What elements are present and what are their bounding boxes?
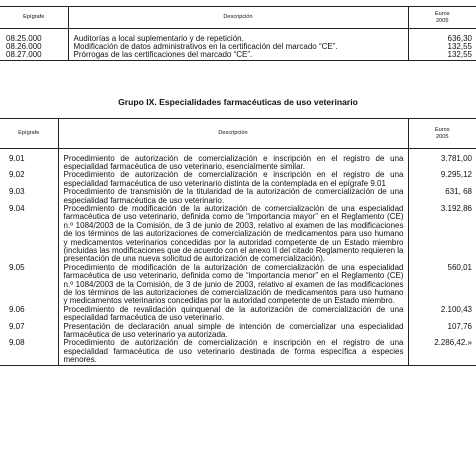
header-euros-line2: 2005 [436, 133, 449, 140]
table-header [0, 7, 476, 29]
row-epigrafe: 9.01 [0, 155, 58, 172]
row-descripcion: Procedimiento de modificación de la autorización de comercialización de una especialidad farmacéutica de uso veterinario, definida como de “importancia mayor” en el Reglamento (CE) n.º 1084/2003 de la Comisión, de 3 de junio de 2003, relativo al examen de las modificaciones de los términos de las autorizaciones de comercialización de medicamentos para uso humano y medicamentos veterinarios concedidas por la autoridad competente de un Estado miembro (incluidas las modificaciones que de acuerdo con el anexo II del citado Reglamento requieren la presentación de una nueva solicitud de autorización de comercialización). [58, 205, 408, 264]
header-epigrafe: Epígrafe [0, 7, 68, 29]
row-epigrafe: 9.06 [0, 306, 58, 323]
header-descripcion: Descripción [68, 7, 408, 29]
header-euros-line2: 2005 [436, 17, 449, 24]
row-euros: 132,55 [408, 51, 476, 60]
table-row [0, 323, 476, 340]
row-descripcion: Procedimiento de transmisión de la titularidad de la autorización de comercialización de una especialidad farmacéutica de uso veterinario. [58, 188, 408, 205]
table-row [0, 155, 476, 172]
row-euros: 2.286,42.» [408, 339, 476, 365]
row-euros: 636,30 [447, 33, 472, 43]
header-epigrafe: Epígrafe [0, 119, 58, 149]
row-descripcion: Procedimiento de autorización de comercialización e inscripción en el registro de una especialidad farmacéutica de uso veterinario, esencialmente similar. [58, 155, 408, 172]
row-euros: 107,76 [447, 321, 472, 331]
row-descripcion: Modificación de datos administrativos en la certificación del marcado “CE”. [68, 43, 408, 51]
row-descripcion: Procedimiento de autorización de comercialización e inscripción en el registro de una especialidad farmacéutica de uso veterinario distinta de la contemplada en el epígrafe 9.01 [58, 171, 408, 188]
header-euros-line1: Euros [434, 127, 450, 133]
row-euros: 3.781,00 [440, 153, 472, 163]
row-descripcion: Presentación de declaración anual simple de intención de comercializar una especialidad farmacéutica de uso veterinario ya autorizada. [58, 323, 408, 340]
group-title: Grupo IX. Especialidades farmacéuticas de uso veterinario [118, 97, 358, 107]
row-descripcion: Procedimiento de modificación de la autorización de comercialización de una especialidad farmacéutica de uso veterinario, definida como de “importancia menor” en el Reglamento (CE) n.º 1084/2003 de la Comisión, de 3 de junio de 2003, relativo al examen de las modificaciones de los términos de las autorizaciones de comercialización de medicamentos para uso humano y medicamentos veterinarios concedidas por la autoridad competente de un Estado miembro. [58, 264, 408, 306]
table-row [0, 171, 476, 188]
row-descripcion: Procedimiento de revalidación quinquenal de la autorización de comercialización de una especialidad farmacéutica de uso veterinario. [58, 306, 408, 323]
row-euros: 560,01 [447, 262, 472, 272]
table-row [0, 306, 476, 323]
row-descripcion: Procedimiento de autorización de comercialización e inscripción en el registro de una especialidad farmacéutica de uso veterinario destinada de forma específica a especies menores. [58, 339, 408, 365]
row-euros: 132,55 [447, 41, 472, 51]
row-epigrafe: 9.02 [0, 171, 58, 188]
table-row [0, 51, 476, 60]
row-euros: 9.295,12 [440, 170, 472, 180]
header-descripcion: Descripción [58, 119, 408, 149]
row-epigrafe: 9.07 [0, 323, 58, 340]
table-row [0, 264, 476, 306]
row-epigrafe: 08.25.000 [0, 35, 68, 43]
row-euros: 631, 68 [445, 187, 472, 197]
table-header [0, 119, 476, 149]
row-euros: 3.192,86 [440, 203, 472, 213]
row-epigrafe: 08.27.000 [0, 51, 68, 60]
table-row [0, 339, 476, 365]
header-euros [408, 119, 476, 149]
table-row [0, 205, 476, 264]
row-epigrafe: 9.08 [0, 339, 58, 365]
row-descripcion: Auditorías a local suplementario y de repetición. [68, 35, 408, 43]
table-row [0, 188, 476, 205]
fees-table-2 [0, 118, 476, 366]
header-euros-line1: Euros [434, 11, 450, 17]
row-epigrafe: 9.04 [0, 205, 58, 264]
row-descripcion: Prórrogas de las certificaciones del marcado “CE”. [68, 51, 408, 60]
row-epigrafe: 08.26.000 [0, 43, 68, 51]
row-epigrafe: 9.05 [0, 264, 58, 306]
row-euros: 2.100,43 [440, 304, 472, 314]
fees-table-1 [0, 6, 476, 61]
row-epigrafe: 9.03 [0, 188, 58, 205]
header-euros [408, 7, 476, 29]
